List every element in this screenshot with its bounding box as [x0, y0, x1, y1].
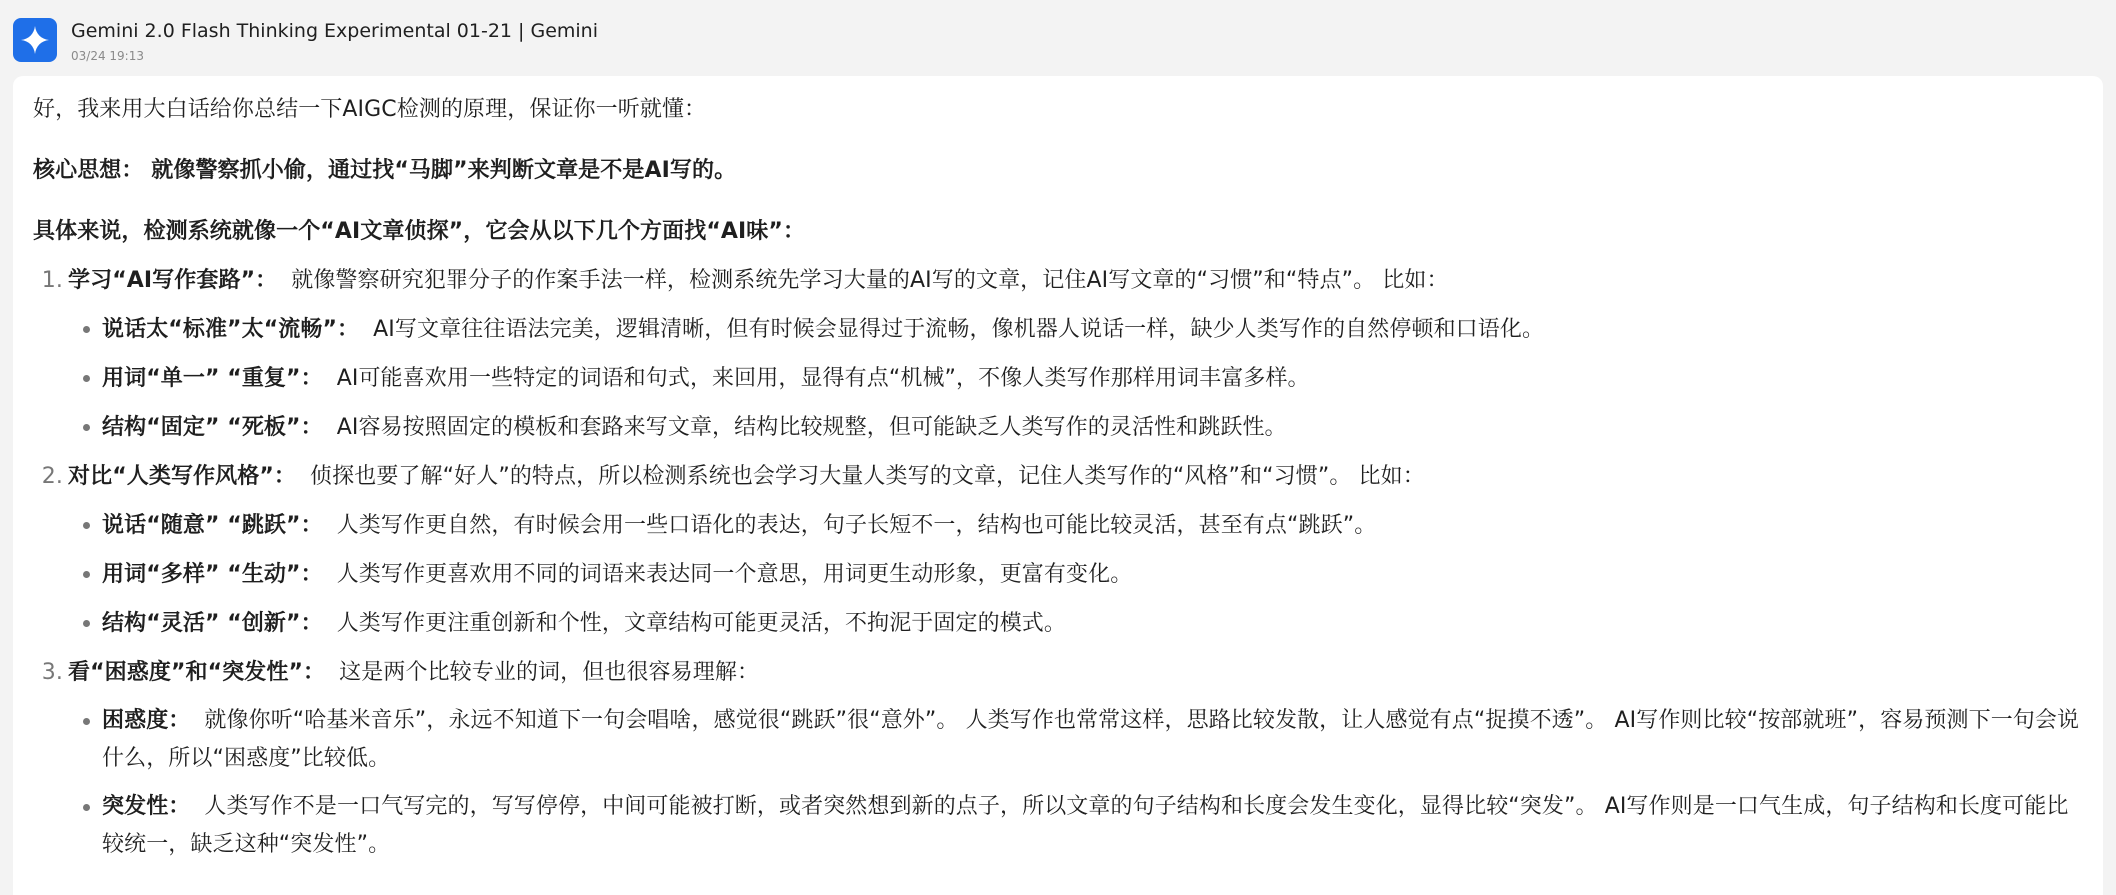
bullet-text: AI可能喜欢用一些特定的词语和句式，来回用，显得有点“机械”，不像人类写作那样用词丰富多样。 [336, 366, 1310, 391]
bullet-text: AI容易按照固定的模板和套路来写文章，结构比较规整，但可能缺乏人类写作的灵活性和跳跃性。 [336, 415, 1287, 440]
bullet-text: 人类写作更注重创新和个性，文章结构可能更灵活，不拘泥于固定的模式。 [336, 611, 1067, 636]
item-title: 对比“人类写作风格”： [68, 464, 297, 489]
header-text [71, 18, 598, 64]
bullet-list [68, 310, 2081, 447]
item-text: 侦探也要了解“好人”的特点，所以检测系统也会学习大量人类写的文章，记住人类写作的“风格”和“习惯”。 比如： [310, 464, 1425, 489]
bullet-text: 就像你听“哈基米音乐”，永远不知道下一句会唱啥，感觉很“跳跃”很“意外”。 人类写作也常常这样，思路比较发散，让人感觉有点“捉摸不透”。 AI写作则比较“按部就班”，容易预测下一句会说什么，所以“困惑度”比较低。 [102, 708, 2080, 771]
ordered-list-item [33, 457, 2081, 643]
message-card [13, 76, 2103, 895]
sparkle-icon [20, 25, 50, 55]
bullet-title: 困惑度： [102, 708, 191, 733]
lead-paragraph: 具体来说，检测系统就像一个“AI文章侦探”，它会从以下几个方面找“AI味”： [33, 219, 806, 244]
item-text: 这是两个比较专业的词，但也很容易理解： [339, 660, 760, 685]
bullet-title: 用词“多样” “生动”： [102, 562, 323, 587]
ordered-list-item [33, 261, 2081, 447]
bullet-item [33, 604, 2081, 643]
bullet-item [33, 788, 2081, 864]
message-content [33, 90, 2081, 864]
item-title: 看“困惑度”和“突发性”： [68, 660, 326, 685]
bullet-text: 人类写作更自然，有时候会用一些口语化的表达，句子长短不一，结构也可能比较灵活，甚至有点“跳跃”。 [336, 513, 1377, 538]
bullet-title: 用词“单一” “重复”： [102, 366, 323, 391]
core-idea-paragraph: 核心思想： 就像警察抓小偷，通过找“马脚”来判断文章是不是AI写的。 [33, 158, 737, 183]
bullet-list [68, 506, 2081, 643]
message-header [13, 18, 598, 64]
bullet-title: 说话“随意” “跳跃”： [102, 513, 323, 538]
bullet-title: 结构“灵活” “创新”： [102, 611, 323, 636]
bullet-text: 人类写作不是一口气写完的，写写停停，中间可能被打断，或者突然想到新的点子，所以文章的句子结构和长度会发生变化，显得比较“突发”。 AI写作则是一口气生成，句子结构和长度可能比较统一，缺乏这种“突发性”。 [102, 794, 2069, 857]
list-number: 2. [41, 464, 63, 489]
bullet-item [33, 555, 2081, 594]
intro-paragraph: 好，我来用大白话给你总结一下AIGC检测的原理，保证你一听就懂： [33, 97, 707, 122]
item-title: 学习“AI写作套路”： [68, 268, 278, 293]
bullet-item [33, 506, 2081, 545]
bullet-text: 人类写作更喜欢用不同的词语来表达同一个意思，用词更生动形象，更富有变化。 [336, 562, 1133, 587]
list-number: 1. [41, 268, 63, 293]
gemini-sparkle-icon [13, 18, 57, 62]
bullet-title: 结构“固定” “死板”： [102, 415, 323, 440]
conversation-title: Gemini 2.0 Flash Thinking Experimental 01-21 | Gemini [71, 20, 598, 42]
bullet-text: AI写文章往往语法完美，逻辑清晰，但有时候会显得过于流畅，像机器人说话一样，缺少人类写作的自然停顿和口语化。 [373, 317, 1545, 342]
bullet-title: 说话太“标准”太“流畅”： [102, 317, 360, 342]
message-timestamp: 03/24 19:13 [71, 49, 144, 63]
bullet-title: 突发性： [102, 794, 191, 819]
item-text: 就像警察研究犯罪分子的作案手法一样，检测系统先学习大量的AI写的文章，记住AI写文章的“习惯”和“特点”。 比如： [291, 268, 1449, 293]
bullet-item [33, 310, 2081, 349]
bullet-item [33, 702, 2081, 778]
list-number: 3. [41, 660, 63, 685]
ordered-list-item [33, 653, 2081, 864]
bullet-list [68, 702, 2081, 864]
bullet-item [33, 359, 2081, 398]
bullet-item [33, 408, 2081, 447]
